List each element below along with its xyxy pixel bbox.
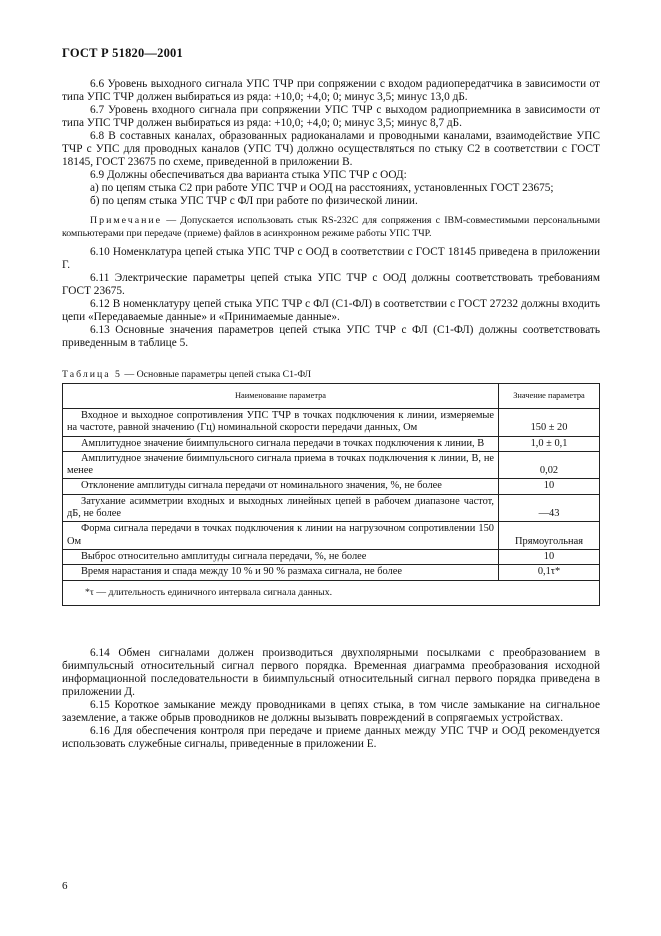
column-header-name: Наименование параметра [63, 384, 499, 409]
table-cell-name: Амплитудное значение биимпульсного сигнала передачи в точках подключения к линии, В [63, 436, 499, 451]
note [62, 215, 600, 240]
table-cell-value: 10 [499, 479, 600, 494]
paragraph-6-10: 6.10 Номенклатура цепей стыка УПС ТЧР с ООД в соответствии с ГОСТ 18145 приведена в приложении Г. [62, 246, 600, 271]
table-cell-name: Форма сигнала передачи в точках подключения к линии на нагрузочном сопротивлении 150 Ом [63, 522, 499, 550]
table-caption [62, 369, 311, 380]
table-cell-value: —43 [499, 494, 600, 522]
table-cell-name: Амплитудное значение биимпульсного сигнала приема в точках подключения к линии, В, не менее [63, 451, 499, 479]
table-cell-value: Прямоугольная [499, 522, 600, 550]
table-cell-value: 150 ± 20 [499, 409, 600, 437]
table-row [63, 479, 600, 494]
paragraph-6-16: 6.16 Для обеспечения контроля при передаче и приеме данных между УПС ТЧР и ООД рекомендуется использовать служебные сигналы, приведенные в приложении Е. [62, 725, 600, 750]
table-cell-value: 0,02 [499, 451, 600, 479]
table-row [63, 522, 600, 550]
table-cell-name: Затухание асимметрии входных и выходных линейных цепей в рабочем диапазоне частот, дБ, не более [63, 494, 499, 522]
paragraph-6-9-b: б) по цепям стыка УПС ТЧР с ФЛ при работе по физической линии. [90, 195, 418, 207]
note-label: Примечание [90, 215, 163, 226]
page-header-standard-id: ГОСТ Р 51820—2001 [62, 46, 183, 60]
table-cell-value: 10 [499, 549, 600, 564]
paragraph-6-11: 6.11 Электрические параметры цепей стыка УПС ТЧР с ООД должны соответствовать требованиям ГОСТ 23675. [62, 272, 600, 297]
table-row [63, 549, 600, 564]
table-footnote: *τ — длительность единичного интервала сигнала данных. [63, 580, 600, 605]
note-text: — Допускается использовать стык RS-232C для сопряжения с IBM-совместимыми персональными компьютерами при передаче (приеме) файлов в асинхронном режиме работы УПС ТЧР. [62, 215, 600, 239]
paragraph-6-6: 6.6 Уровень выходного сигнала УПС ТЧР при сопряжении с входом радиопередатчика в зависимости от типа УПС ТЧР должен выбираться из ряда: +10,0; +4,0; 0; минус 3,5; минус 13,0 дБ. [62, 78, 600, 103]
parameters-table [62, 383, 600, 606]
table-header-row [63, 384, 600, 409]
column-header-value: Значение параметра [499, 384, 600, 409]
table-row [63, 494, 600, 522]
table-cell-name: Входное и выходное сопротивления УПС ТЧР в точках подключения к линии, измеряемые на частоте, равной значению (Гц) номинальной скорости передачи данных, Ом [63, 409, 499, 437]
table-footnote-row [63, 580, 600, 605]
table-cell-name: Выброс относительно амплитуды сигнала передачи, %, не более [63, 549, 499, 564]
body-text-top [62, 78, 600, 350]
table-cell-value: 1,0 ± 0,1 [499, 436, 600, 451]
table-caption-text: — Основные параметры цепей стыка С1-ФЛ [121, 369, 311, 380]
paragraph-6-12: 6.12 В номенклатуру цепей стыка УПС ТЧР с ФЛ (С1-ФЛ) в соответствии с ГОСТ 27232 должны входить цепи «Передаваемые данные» и «Принимаемые данные». [62, 298, 600, 323]
table-cell-name: Время нарастания и спада между 10 % и 90 % размаха сигнала, не более [63, 565, 499, 580]
table-cell-name: Отклонение амплитуды сигнала передачи от номинального значения, %, не более [63, 479, 499, 494]
table-row [63, 565, 600, 580]
body-text-bottom [62, 647, 600, 751]
table-row [63, 436, 600, 451]
table-row [63, 451, 600, 479]
paragraph-6-8: 6.8 В составных каналах, образованных радиоканалами и проводными каналами, взаимодействие УПС ТЧР с УПС для проводных каналов (УПС ТЧ) должно осуществляться по стыку С2 в соответствии с ГОСТ 18145, ГОСТ 23675 по схеме, приведенной в приложении В. [62, 130, 600, 168]
paragraph-6-9-a: а) по цепям стыка С2 при работе УПС ТЧР и ООД на расстояниях, установленных ГОСТ 23675; [90, 182, 554, 194]
paragraph-6-15: 6.15 Короткое замыкание между проводниками в цепях стыка, в том числе замыкание на сигнальное заземление, а также обрыв проводников не должны вызывать повреждений в сопрягаемых устройствах. [62, 699, 600, 724]
paragraph-6-7: 6.7 Уровень входного сигнала при сопряжении УПС ТЧР с выходом радиоприемника в зависимости от типа УПС ТЧР должен выбираться из ряда: +10,0; +4,0; 0; минус 3,5; минус 8,7 дБ. [62, 104, 600, 129]
table-caption-label: Таблица 5 [62, 369, 122, 380]
paragraph-6-14: 6.14 Обмен сигналами должен производиться двухполярными посылками с преобразованием в биимпульсный относительный сигнал первого порядка. Временная диаграмма преобразования исходной информационной последовательности в биимпульсный относительный сигнал первого порядка приведена в приложении Д. [62, 647, 600, 698]
paragraph-6-9: 6.9 Должны обеспечиваться два варианта стыка УПС ТЧР с ООД: [90, 169, 407, 181]
table-row [63, 409, 600, 437]
paragraph-6-13: 6.13 Основные значения параметров цепей стыка УПС ТЧР с ФЛ (С1-ФЛ) должны соответствовать приведенным в таблице 5. [62, 324, 600, 349]
page-number: 6 [62, 880, 68, 892]
table-cell-value: 0,1τ* [499, 565, 600, 580]
